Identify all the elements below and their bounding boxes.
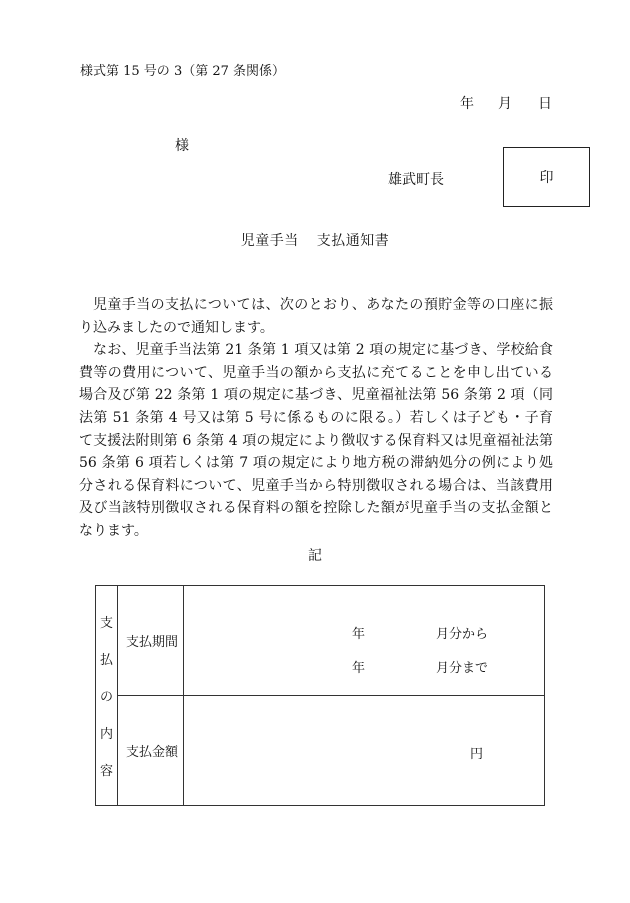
seal-box — [503, 147, 590, 207]
payment-period-label: 支払期間 — [118, 586, 184, 696]
ki-heading: 記 — [308, 548, 322, 564]
side-char: 支 — [99, 616, 113, 631]
payment-amount-label: 支払金額 — [118, 696, 184, 806]
date-month-label: 月 — [498, 96, 512, 112]
period-to-year: 年 — [352, 661, 366, 676]
payment-details-side-label — [96, 586, 118, 806]
title-part1: 児童手当 — [240, 233, 299, 249]
body-paragraph-2: なお、児童手当法第 21 条第 1 項又は第 2 項の規定に基づき、学校給食費等の費用について、児童手当の額から支払に充てることを申し出ている場合及び第 22 条第 1 項の規定に基づき、児童福祉法第 56 条第 2 項（同法第 51 条第 4 号又は第 5 号に係るものに限る。）若しくは子ども・子育て支援法附則第 6 条第 4 項の規定により徴収する保育料又は児童福祉法第 56 条第 6 項若しくは第 7 項の規定により地方税の滞納処分の例により処分される保育料について、児童手当から特別徴収される場合は、当該費用及び当該特別徴収される保育料の額を控除した額が児童手当の支払金額となります。 — [79, 342, 553, 539]
seal-label: 印 — [539, 170, 554, 186]
body-text — [79, 294, 553, 543]
payment-amount-field — [184, 696, 545, 806]
period-from-year: 年 — [352, 627, 366, 642]
payment-table — [95, 585, 545, 806]
title-part2: 支払通知書 — [316, 233, 390, 249]
side-char: 内 — [99, 727, 113, 742]
side-char: 払 — [99, 653, 113, 668]
side-char: の — [99, 690, 113, 705]
recipient-suffix: 様 — [175, 138, 189, 154]
date-day-label: 日 — [538, 96, 552, 112]
form-number: 様式第 15 号の 3（第 27 条関係） — [80, 64, 286, 79]
amount-unit: 円 — [470, 747, 484, 762]
document-title — [0, 230, 630, 250]
date-year-label: 年 — [460, 96, 474, 112]
issuer-name: 雄武町長 — [388, 172, 444, 188]
period-from-suffix: 月分から — [436, 627, 489, 642]
side-char: 容 — [99, 764, 113, 779]
period-to-suffix: 月分まで — [436, 661, 489, 676]
payment-period-field — [184, 586, 545, 696]
body-paragraph-1: 児童手当の支払については、次のとおり、あなたの預貯金等の口座に振り込みましたので通知します。 — [79, 297, 553, 336]
